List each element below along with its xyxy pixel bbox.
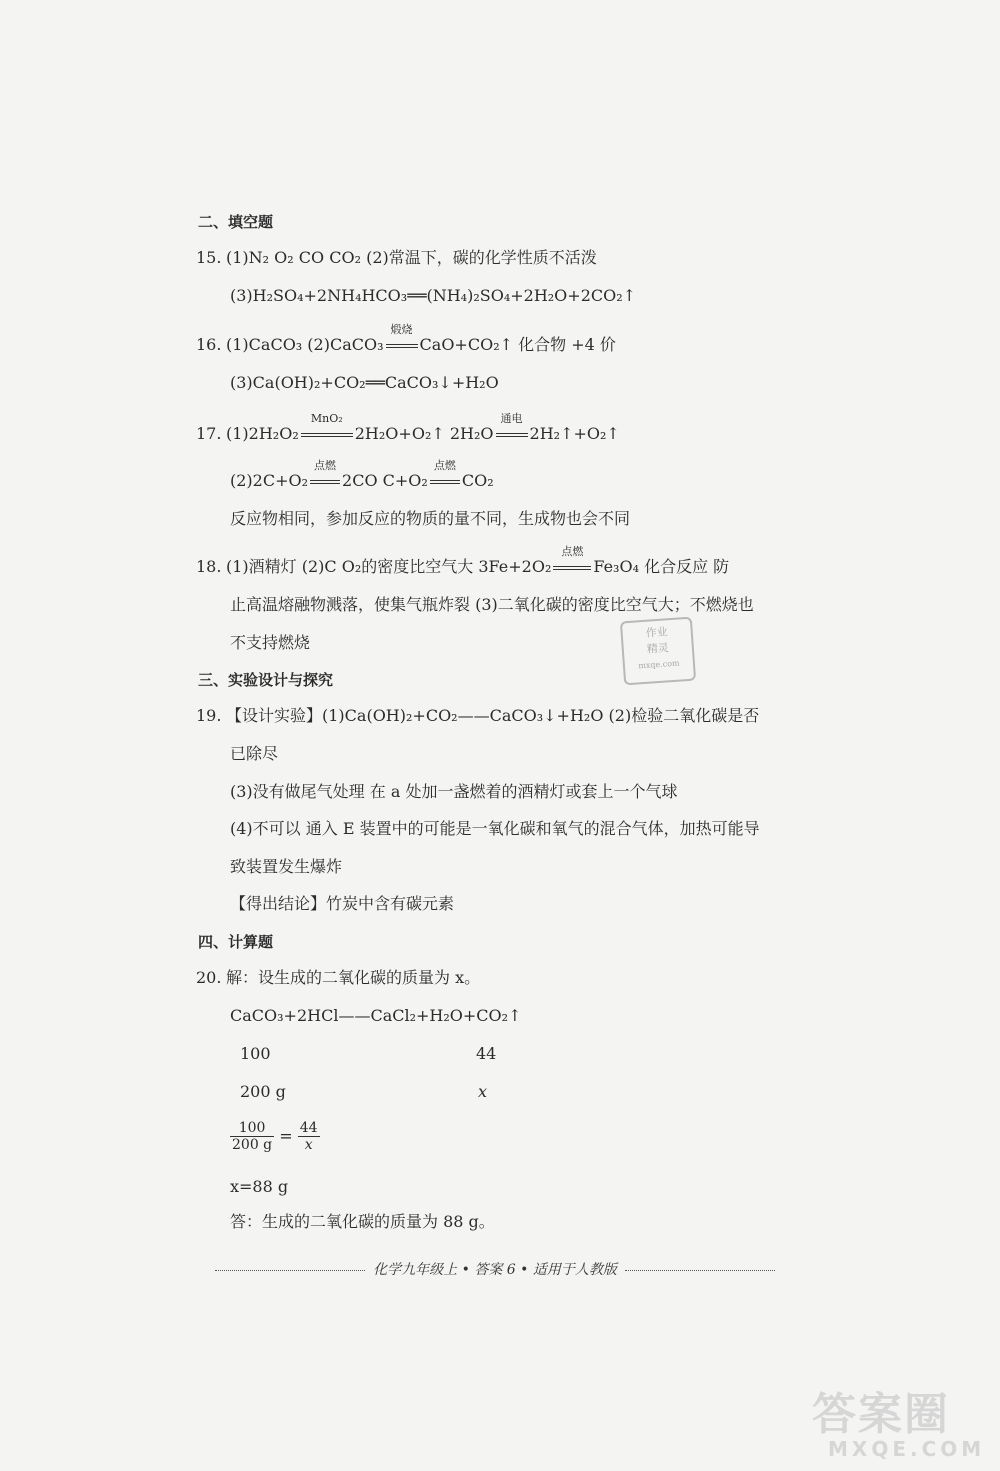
- stamp-logo: [620, 617, 696, 686]
- q19-text1: 【设计实验】(1)Ca(OH)₂+CO₂——CaCO₃↓+H₂O (2)检验二氧化碳是否: [226, 706, 760, 725]
- q16-number: 16.: [196, 335, 222, 354]
- q18-condition-arrow: [553, 545, 591, 577]
- stamp-text-1: 作业: [645, 625, 669, 640]
- q17-part-b1: (2)2C+O₂: [230, 471, 309, 490]
- q19-number: 19.: [196, 706, 222, 725]
- q18-condition-text: 点燃: [561, 545, 584, 558]
- q19-line3: (3)没有做尾气处理 在 a 处加一盏燃着的酒精灯或套上一个气球: [230, 782, 678, 801]
- q17-condition-arrow-3: [310, 459, 340, 491]
- q20-fraction-right: [298, 1120, 320, 1153]
- q18-arrow-bar: [553, 566, 591, 570]
- q20-ratio-row1-left: 100: [240, 1044, 271, 1063]
- q17-condition-arrow-4: [430, 459, 460, 491]
- q16-condition-arrow: [386, 323, 418, 355]
- q15-line1: [196, 248, 597, 268]
- q17-condition-arrow-1: [301, 412, 353, 444]
- section-heading-calculation: 四、计算题: [198, 933, 274, 951]
- section-heading-fill-blank: 二、填空题: [198, 213, 274, 231]
- watermark-big-text: 答案圈: [812, 1389, 950, 1440]
- q19-line5: 致装置发生爆炸: [230, 857, 343, 876]
- q15-number: 15.: [196, 248, 222, 267]
- q17-line1: [196, 412, 620, 444]
- q19-line6: 【得出结论】竹炭中含有碳元素: [230, 894, 455, 913]
- q18-line1: [196, 545, 730, 577]
- q16-line1: [196, 323, 616, 355]
- q20-equals-sign: =: [279, 1126, 293, 1146]
- q17-arrow-bar-3: [310, 480, 340, 484]
- stamp-text-2: 精灵: [646, 641, 670, 656]
- q16-arrow-bar: [386, 344, 418, 348]
- q17-part-b2: 2CO C+O₂: [342, 471, 428, 490]
- q18-number: 18.: [196, 557, 222, 576]
- q20-ratio-row2-left: 200 g: [240, 1082, 286, 1101]
- watermark-small-text: MXQE.COM: [828, 1437, 986, 1461]
- q20-answer: 答：生成的二氧化碳的质量为 88 g。: [230, 1212, 495, 1231]
- q16-part-b: CaO+CO₂↑ 化合物 +4 价: [419, 335, 616, 354]
- section-heading-experiment: 三、实验设计与探究: [198, 671, 334, 689]
- q17-condition-text-2: 通电: [500, 412, 523, 425]
- q17-line2: [230, 459, 494, 491]
- footer-dots-right: [625, 1270, 775, 1271]
- q17-number: 17.: [196, 424, 222, 443]
- q18-part-a2: Fe₃O₄ 化合反应 防: [593, 557, 730, 576]
- q17-part-a1: (1)2H₂O₂: [226, 424, 299, 443]
- q16-part-a: (1)CaCO₃ (2)CaCO₃: [226, 335, 384, 354]
- q18-line3: 不支持燃烧: [230, 633, 311, 652]
- q17-condition-text-1: MnO₂: [310, 412, 343, 425]
- footer-dots-left: [215, 1270, 365, 1271]
- q17-part-b3: CO₂: [461, 471, 494, 490]
- q15-line2: (3)H₂SO₄+2NH₄HCO₃══(NH₄)₂SO₄+2H₂O+2CO₂↑: [230, 286, 637, 305]
- q18-line2: 止高温熔融物溅落，使集气瓶炸裂 (3)二氧化碳的密度比空气大；不燃烧也: [230, 595, 754, 614]
- q20-result: x=88 g: [230, 1177, 289, 1196]
- q20-fraction-right-denominator: x: [304, 1137, 313, 1153]
- q17-arrow-bar-4: [430, 480, 460, 484]
- q17-arrow-bar-1: [301, 433, 353, 437]
- q17-condition-text-4: 点燃: [433, 459, 456, 472]
- q20-equation: CaCO₃+2HCl——CaCl₂+H₂O+CO₂↑: [230, 1006, 522, 1025]
- q19-line4: (4)不可以 通入 E 装置中的可能是一氧化碳和氧气的混合气体，加热可能导: [230, 819, 760, 838]
- q16-condition-text: 煅烧: [390, 323, 413, 336]
- q20-fraction-left: [230, 1120, 274, 1153]
- q20-ratio-row1-right: 44: [476, 1044, 497, 1063]
- q19-line1: [196, 706, 759, 726]
- q20-proportion: [230, 1120, 320, 1153]
- q17-line3: 反应物相同，参加反应的物质的量不同，生成物也会不同: [230, 509, 631, 528]
- q17-arrow-bar-2: [496, 433, 528, 437]
- q20-line1: [196, 968, 480, 988]
- q20-fraction-left-numerator: 100: [230, 1120, 274, 1137]
- watermark-logo: [812, 1389, 992, 1464]
- q15-text1: (1)N₂ O₂ CO CO₂ (2)常温下，碳的化学性质不活泼: [226, 248, 597, 267]
- q20-fraction-left-denominator: 200 g: [232, 1137, 273, 1153]
- q20-ratio-row2-right: x: [478, 1082, 488, 1101]
- q17-part-a3: 2H₂↑+O₂↑: [529, 424, 620, 443]
- q17-part-a2: 2H₂O+O₂↑ 2H₂O: [354, 424, 494, 443]
- q19-line2: 已除尽: [230, 744, 279, 763]
- q18-part-a1: (1)酒精灯 (2)C O₂的密度比空气大 3Fe+2O₂: [226, 557, 552, 576]
- q16-line2: (3)Ca(OH)₂+CO₂══CaCO₃↓+H₂O: [230, 373, 499, 392]
- q17-condition-arrow-2: [496, 412, 528, 444]
- stamp-text-3: mxqe.com: [637, 658, 680, 671]
- q17-condition-text-3: 点燃: [314, 459, 337, 472]
- q20-fraction-right-numerator: 44: [299, 1120, 318, 1136]
- q20-text1: 解：设生成的二氧化碳的质量为 x。: [226, 968, 481, 987]
- page-footer: [165, 1259, 825, 1279]
- footer-text: 化学九年级上 • 答案 6 • 适用于人教版: [373, 1262, 617, 1278]
- q20-number: 20.: [196, 968, 222, 987]
